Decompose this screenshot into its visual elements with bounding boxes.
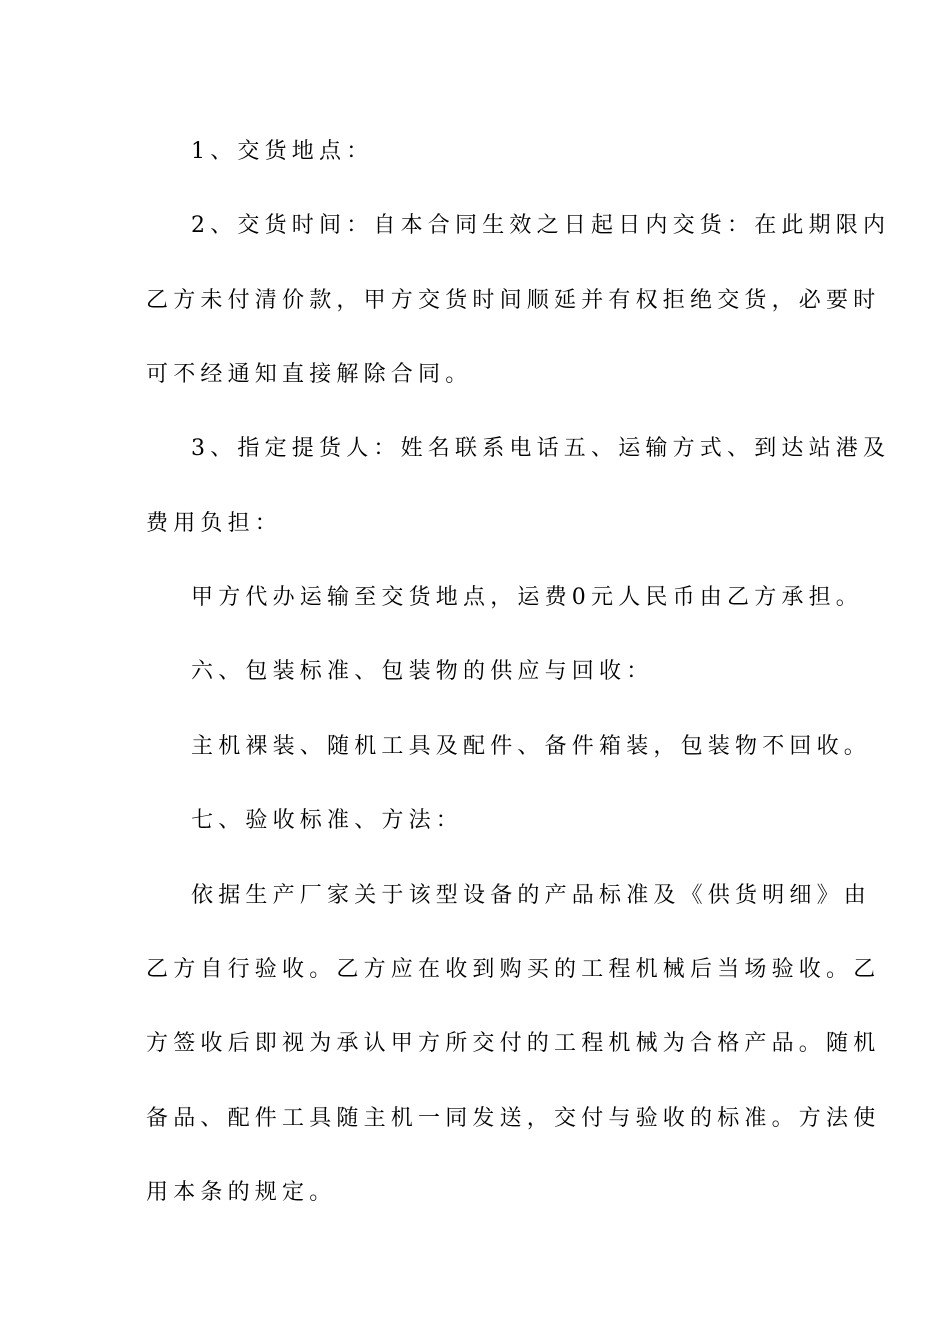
text-line: 1、交货地点： [191,139,374,164]
text-line: 备品、配件工具随主机一同发送，交付与验收的标准。方法使 [146,1106,881,1131]
text-line: 乙方自行验收。乙方应在收到购买的工程机械后当场验收。乙 [146,957,881,982]
text-line: 费用负担： [146,511,283,536]
text-line: 六、包装标准、包装物的供应与回收： [191,659,654,684]
text-line: 七、验收标准、方法： [191,808,464,833]
text-line: 用本条的规定。 [146,1180,337,1205]
text-line: 可不经通知直接解除合同。 [146,362,473,387]
text-line: 方签收后即视为承认甲方所交付的工程机械为合格产品。随机 [146,1031,881,1056]
text-line: 主机裸装、随机工具及配件、备件箱装，包装物不回收。 [191,734,872,759]
text-line: 依据生产厂家关于该型设备的产品标准及《供货明细》由 [191,883,872,908]
text-line: 乙方未付清价款，甲方交货时间顺延并有权拒绝交货，必要时 [146,288,881,313]
text-line: 3、指定提货人：姓名联系电话五、运输方式、到达站港及 [191,436,891,461]
text-line: 甲方代办运输至交货地点，运费0元人民币由乙方承担。 [191,585,863,610]
text-line: 2、交货时间：自本合同生效之日起日内交货：在此期限内 [191,213,891,238]
